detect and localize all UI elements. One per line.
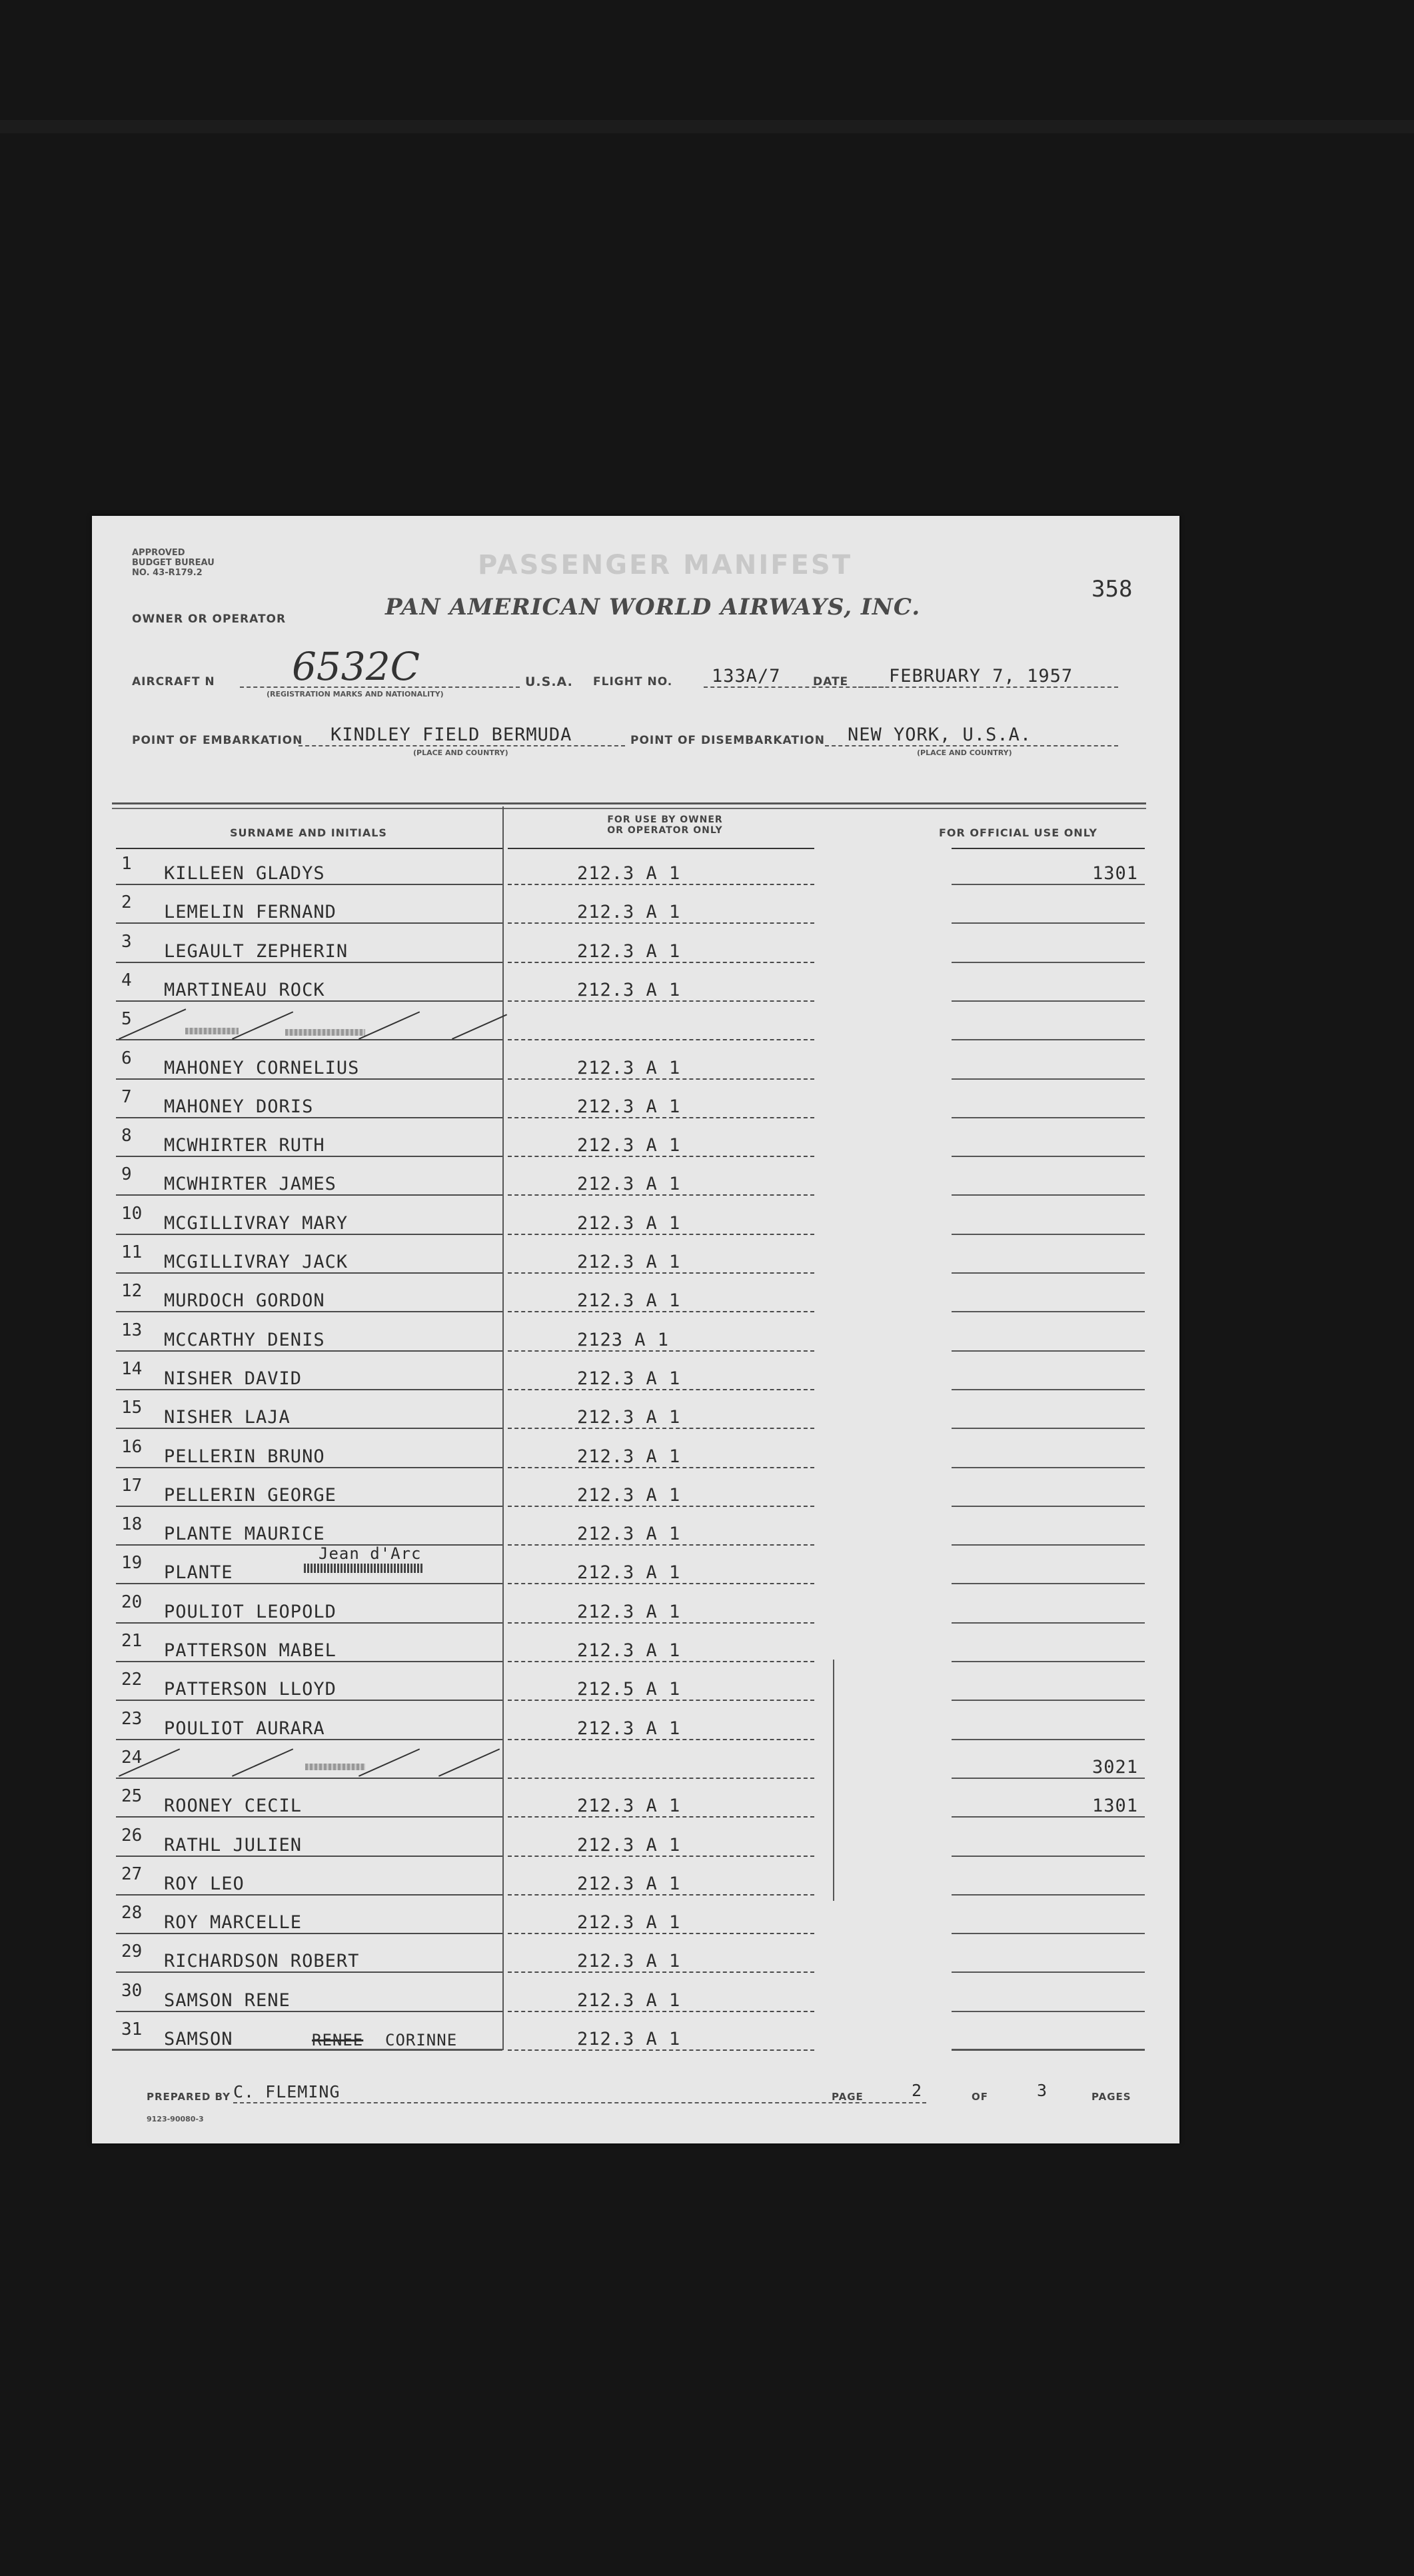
row-rule — [116, 1350, 502, 1352]
row-number: 26 — [121, 1826, 143, 1846]
operator-rule — [508, 1311, 814, 1312]
operator-code: 212.3 A 1 — [577, 1602, 681, 1622]
operator-rule — [508, 1467, 814, 1468]
airline-name: PAN AMERICAN WORLD AIRWAYS, INC. — [385, 594, 921, 621]
row-rule — [116, 1971, 502, 1973]
operator-rule — [508, 2049, 814, 2051]
cancel-slash — [232, 1748, 293, 1777]
operator-code: 212.3 A 1 — [577, 941, 681, 962]
passenger-name: ROONEY CECIL — [164, 1796, 303, 1816]
operator-rule — [508, 1544, 814, 1546]
passenger-name: PELLERIN BRUNO — [164, 1446, 325, 1467]
cancel-slash — [452, 1014, 507, 1039]
column-divider — [502, 806, 504, 2050]
row-number: 13 — [121, 1320, 143, 1340]
row-rule — [116, 1467, 502, 1468]
operator-rule — [508, 2011, 814, 2012]
row-number: 22 — [121, 1670, 143, 1690]
date-line — [858, 686, 1118, 688]
official-rule — [952, 1039, 1145, 1040]
row31-given-name: CORINNE — [385, 2031, 458, 2049]
manifest-title: PASSENGER MANIFEST — [478, 550, 852, 581]
operator-code: 212.3 A 1 — [577, 1252, 681, 1272]
operator-rule — [508, 1933, 814, 1934]
prepared-by-line — [233, 2102, 926, 2103]
owner-column-divider — [833, 1660, 834, 1901]
operator-code: 212.3 A 1 — [577, 980, 681, 1000]
passenger-name: NISHER DAVID — [164, 1368, 303, 1389]
operator-rule — [508, 1778, 814, 1779]
operator-code: 212.3 A 1 — [577, 1174, 681, 1194]
official-rule — [952, 962, 1145, 963]
passenger-name: SAMSON — [164, 2029, 233, 2049]
row-number: 15 — [121, 1398, 143, 1418]
flight-label: FLIGHT NO. — [593, 675, 673, 688]
operator-code: 212.3 A 1 — [577, 1058, 681, 1078]
row-rule — [116, 884, 502, 885]
row-rule — [116, 1117, 502, 1118]
operator-rule — [508, 1661, 814, 1662]
row31-struck-name: RENEE — [312, 2031, 364, 2049]
operator-rule — [508, 1583, 814, 1584]
header-underline-official — [952, 848, 1145, 849]
passenger-name: PLANTE — [164, 1562, 233, 1583]
operator-rule — [508, 962, 814, 963]
erasure-mark — [285, 1029, 365, 1036]
row-number: 11 — [121, 1242, 143, 1262]
row-number: 6 — [121, 1048, 132, 1068]
cancel-slash — [232, 1011, 293, 1040]
official-rule — [952, 1350, 1145, 1352]
passenger-name: MCWHIRTER RUTH — [164, 1135, 325, 1156]
embarkation-label: POINT OF EMBARKATION — [132, 734, 303, 747]
row-number: 29 — [121, 1941, 143, 1961]
official-rule — [952, 1117, 1145, 1118]
operator-code: 212.3 A 1 — [577, 1874, 681, 1894]
passenger-name: RICHARDSON ROBERT — [164, 1951, 360, 1971]
stamped-page-number: 358 — [1091, 576, 1133, 603]
official-rule — [952, 1194, 1145, 1196]
disembarkation-line — [825, 745, 1118, 746]
official-rule — [952, 1506, 1145, 1507]
operator-rule — [508, 1117, 814, 1118]
operator-rule — [508, 1234, 814, 1235]
operator-rule — [508, 1078, 814, 1080]
scan-background — [0, 120, 1414, 133]
row-number: 28 — [121, 1903, 143, 1923]
operator-code: 212.3 A 1 — [577, 1640, 681, 1661]
row-rule — [116, 1778, 502, 1779]
row-number: 4 — [121, 970, 132, 990]
row-rule — [116, 1661, 502, 1662]
operator-rule — [508, 1000, 814, 1002]
passenger-name: MAHONEY DORIS — [164, 1096, 314, 1117]
owner-column-header: FOR USE BY OWNER OR OPERATOR ONLY — [607, 814, 723, 836]
cancel-slash — [358, 1011, 420, 1040]
official-rule — [952, 1739, 1145, 1740]
official-rule — [952, 1661, 1145, 1662]
date-label: DATE — [813, 675, 849, 688]
operator-rule — [508, 1156, 814, 1157]
operator-rule — [508, 1389, 814, 1390]
embarkation-place: KINDLEY FIELD BERMUDA — [331, 724, 572, 745]
row-number: 30 — [121, 1981, 143, 2001]
aircraft-registration: 6532C — [292, 644, 420, 689]
operator-code: 212.3 A 1 — [577, 1796, 681, 1816]
passenger-name: PELLERIN GEORGE — [164, 1485, 337, 1506]
pages-label: PAGES — [1091, 2091, 1131, 2103]
official-code: 1301 — [1091, 863, 1138, 884]
official-rule — [952, 1311, 1145, 1312]
row-number: 21 — [121, 1631, 143, 1651]
row-rule — [116, 1506, 502, 1507]
row-rule — [116, 2011, 502, 2012]
operator-code: 212.3 A 1 — [577, 1135, 681, 1156]
row-number: 8 — [121, 1126, 132, 1146]
erasure-mark — [185, 1028, 239, 1034]
operator-rule — [508, 1428, 814, 1429]
operator-code: 212.5 A 1 — [577, 1679, 681, 1700]
operator-rule — [508, 1622, 814, 1624]
official-code: 3021 — [1091, 1757, 1138, 1778]
row19-struck-name — [304, 1564, 424, 1573]
disembarkation-place: NEW YORK, U.S.A. — [848, 724, 1032, 745]
row-number: 1 — [121, 854, 132, 874]
embarkation-line — [299, 745, 625, 746]
row-rule — [116, 1933, 502, 1934]
row19-given-name: Jean d'Arc — [319, 1544, 422, 1563]
owner-label: OWNER OR OPERATOR — [132, 613, 287, 626]
row-rule — [116, 962, 502, 963]
row-rule — [116, 1272, 502, 1274]
official-rule — [952, 1894, 1145, 1896]
row-rule — [116, 1856, 502, 1857]
passenger-name: MCWHIRTER JAMES — [164, 1174, 337, 1194]
header-underline-owner — [508, 848, 814, 849]
row-number: 27 — [121, 1864, 143, 1884]
official-rule — [952, 1778, 1145, 1779]
aircraft-sublabel: (REGISTRATION MARKS AND NATIONALITY) — [267, 690, 444, 698]
of-value: 3 — [1037, 2081, 1048, 2100]
official-rule — [952, 1700, 1145, 1701]
row-number: 20 — [121, 1592, 143, 1612]
passenger-name: MAHONEY CORNELIUS — [164, 1058, 360, 1078]
official-rule — [952, 1583, 1145, 1584]
row-number: 17 — [121, 1476, 143, 1496]
table-top-rule — [112, 802, 1146, 804]
passenger-name: PLANTE MAURICE — [164, 1524, 325, 1544]
passenger-name: MCGILLIVRAY MARY — [164, 1213, 349, 1234]
row-rule — [116, 1078, 502, 1080]
operator-code: 212.3 A 1 — [577, 1096, 681, 1117]
official-rule — [952, 2011, 1145, 2012]
operator-code: 212.3 A 1 — [577, 1446, 681, 1467]
operator-rule — [508, 1039, 814, 1040]
flight-number: 133A/7 — [712, 666, 781, 686]
row-number: 31 — [121, 2019, 143, 2039]
operator-code: 212.3 A 1 — [577, 1213, 681, 1234]
passenger-name: PATTERSON MABEL — [164, 1640, 337, 1661]
passenger-name: MURDOCH GORDON — [164, 1290, 325, 1311]
row-rule — [116, 1894, 502, 1896]
aircraft-nationality: U.S.A. — [525, 674, 573, 689]
operator-rule — [508, 1272, 814, 1274]
disembarkation-label: POINT OF DISEMBARKATION — [630, 734, 825, 747]
row-rule — [116, 1816, 502, 1818]
page-label: PAGE — [832, 2091, 864, 2103]
row-number: 24 — [121, 1748, 143, 1768]
row-number: 19 — [121, 1553, 143, 1573]
cancel-slash — [438, 1748, 500, 1777]
operator-rule — [508, 1350, 814, 1352]
row-rule — [116, 1234, 502, 1235]
operator-code: 212.3 A 1 — [577, 1951, 681, 1971]
operator-code: 212.3 A 1 — [577, 1990, 681, 2011]
operator-rule — [508, 1856, 814, 1857]
operator-code: 212.3 A 1 — [577, 1562, 681, 1583]
row-rule — [116, 1156, 502, 1157]
passenger-name: LEGAULT ZEPHERIN — [164, 941, 349, 962]
official-rule — [952, 1933, 1145, 1934]
form-number: 9123-90080-3 — [147, 2115, 204, 2123]
passenger-name: POULIOT AURARA — [164, 1718, 325, 1739]
operator-rule — [508, 922, 814, 924]
row-number: 16 — [121, 1437, 143, 1457]
official-rule — [952, 1000, 1145, 1002]
operator-code: 212.3 A 1 — [577, 1524, 681, 1544]
official-rule — [952, 1816, 1145, 1818]
operator-rule — [508, 1700, 814, 1701]
table-bottom-rule-official — [952, 2049, 1145, 2051]
row-rule — [116, 1039, 502, 1040]
row-number: 9 — [121, 1164, 132, 1184]
official-rule — [952, 884, 1145, 885]
row-rule — [116, 1739, 502, 1740]
operator-rule — [508, 884, 814, 885]
passenger-name: KILLEEN GLADYS — [164, 863, 325, 884]
official-rule — [952, 1078, 1145, 1080]
operator-code: 212.3 A 1 — [577, 2029, 681, 2049]
passenger-name: MCCARTHY DENIS — [164, 1330, 325, 1350]
of-label: OF — [972, 2091, 988, 2103]
operator-code: 212.3 A 1 — [577, 1290, 681, 1311]
row-rule — [116, 1622, 502, 1624]
official-code: 1301 — [1091, 1796, 1138, 1816]
row-number: 10 — [121, 1204, 143, 1224]
passenger-name: MCGILLIVRAY JACK — [164, 1252, 349, 1272]
passenger-name: MARTINEAU ROCK — [164, 980, 325, 1000]
operator-code: 212.3 A 1 — [577, 1835, 681, 1856]
passenger-name: RATHL JULIEN — [164, 1835, 303, 1856]
row-number: 7 — [121, 1087, 132, 1107]
row-number: 5 — [121, 1009, 132, 1029]
header-underline — [116, 848, 502, 849]
surname-column-header: SURNAME AND INITIALS — [230, 826, 387, 839]
passenger-name: POULIOT LEOPOLD — [164, 1602, 337, 1622]
operator-rule — [508, 1194, 814, 1196]
embarkation-sublabel: (PLACE AND COUNTRY) — [413, 748, 508, 757]
official-rule — [952, 1234, 1145, 1235]
aircraft-label: AIRCRAFT N — [132, 675, 215, 688]
operator-rule — [508, 1894, 814, 1896]
approval-note: APPROVED BUDGET BUREAU NO. 43-R179.2 — [132, 548, 215, 578]
official-rule — [952, 922, 1145, 924]
row-number: 25 — [121, 1786, 143, 1806]
prepared-by-value: C. FLEMING — [233, 2082, 341, 2101]
disembarkation-sublabel: (PLACE AND COUNTRY) — [917, 748, 1012, 757]
passenger-name: NISHER LAJA — [164, 1407, 291, 1428]
operator-code: 212.3 A 1 — [577, 863, 681, 884]
official-rule — [952, 1272, 1145, 1274]
row-rule — [116, 1700, 502, 1701]
passenger-name: ROY LEO — [164, 1874, 245, 1894]
cancel-slash — [358, 1748, 420, 1777]
row-rule — [116, 1194, 502, 1196]
official-rule — [952, 1622, 1145, 1624]
row-number: 14 — [121, 1359, 143, 1379]
official-rule — [952, 1428, 1145, 1429]
official-rule — [952, 1971, 1145, 1973]
erasure-mark — [305, 1764, 365, 1770]
flight-date: FEBRUARY 7, 1957 — [889, 666, 1073, 686]
operator-code: 2123 A 1 — [577, 1330, 670, 1350]
operator-code: 212.3 A 1 — [577, 1407, 681, 1428]
passenger-name: SAMSON RENE — [164, 1990, 291, 2011]
passenger-name: ROY MARCELLE — [164, 1912, 303, 1933]
passenger-name: PATTERSON LLOYD — [164, 1679, 337, 1700]
operator-code: 212.3 A 1 — [577, 1718, 681, 1739]
row-number: 3 — [121, 932, 132, 952]
row-number: 18 — [121, 1514, 143, 1534]
prepared-by-label: PREPARED BY — [147, 2091, 231, 2103]
row-rule — [116, 1389, 502, 1390]
operator-rule — [508, 1739, 814, 1740]
row-rule — [116, 1311, 502, 1312]
official-rule — [952, 1856, 1145, 1857]
operator-code: 212.3 A 1 — [577, 1368, 681, 1389]
operator-rule — [508, 1506, 814, 1507]
row-number: 2 — [121, 892, 132, 912]
row-rule — [116, 1583, 502, 1584]
row-number: 23 — [121, 1709, 143, 1729]
table-bottom-rule — [112, 2049, 502, 2051]
flight-line — [704, 686, 884, 688]
official-column-header: FOR OFFICIAL USE ONLY — [939, 826, 1097, 839]
row-rule — [116, 1428, 502, 1429]
row-rule — [116, 922, 502, 924]
official-rule — [952, 1389, 1145, 1390]
official-rule — [952, 1544, 1145, 1546]
row-number: 12 — [121, 1281, 143, 1301]
row-rule — [116, 1544, 502, 1546]
operator-code: 212.3 A 1 — [577, 902, 681, 922]
manifest-page — [92, 516, 1179, 2143]
operator-code: 212.3 A 1 — [577, 1912, 681, 1933]
table-top-rule-2 — [112, 808, 1146, 809]
operator-rule — [508, 1971, 814, 1973]
official-rule — [952, 1467, 1145, 1468]
passenger-name: LEMELIN FERNAND — [164, 902, 337, 922]
page-value: 2 — [912, 2081, 923, 2100]
official-rule — [952, 1156, 1145, 1157]
row-rule — [116, 1000, 502, 1002]
operator-rule — [508, 1816, 814, 1818]
operator-code: 212.3 A 1 — [577, 1485, 681, 1506]
